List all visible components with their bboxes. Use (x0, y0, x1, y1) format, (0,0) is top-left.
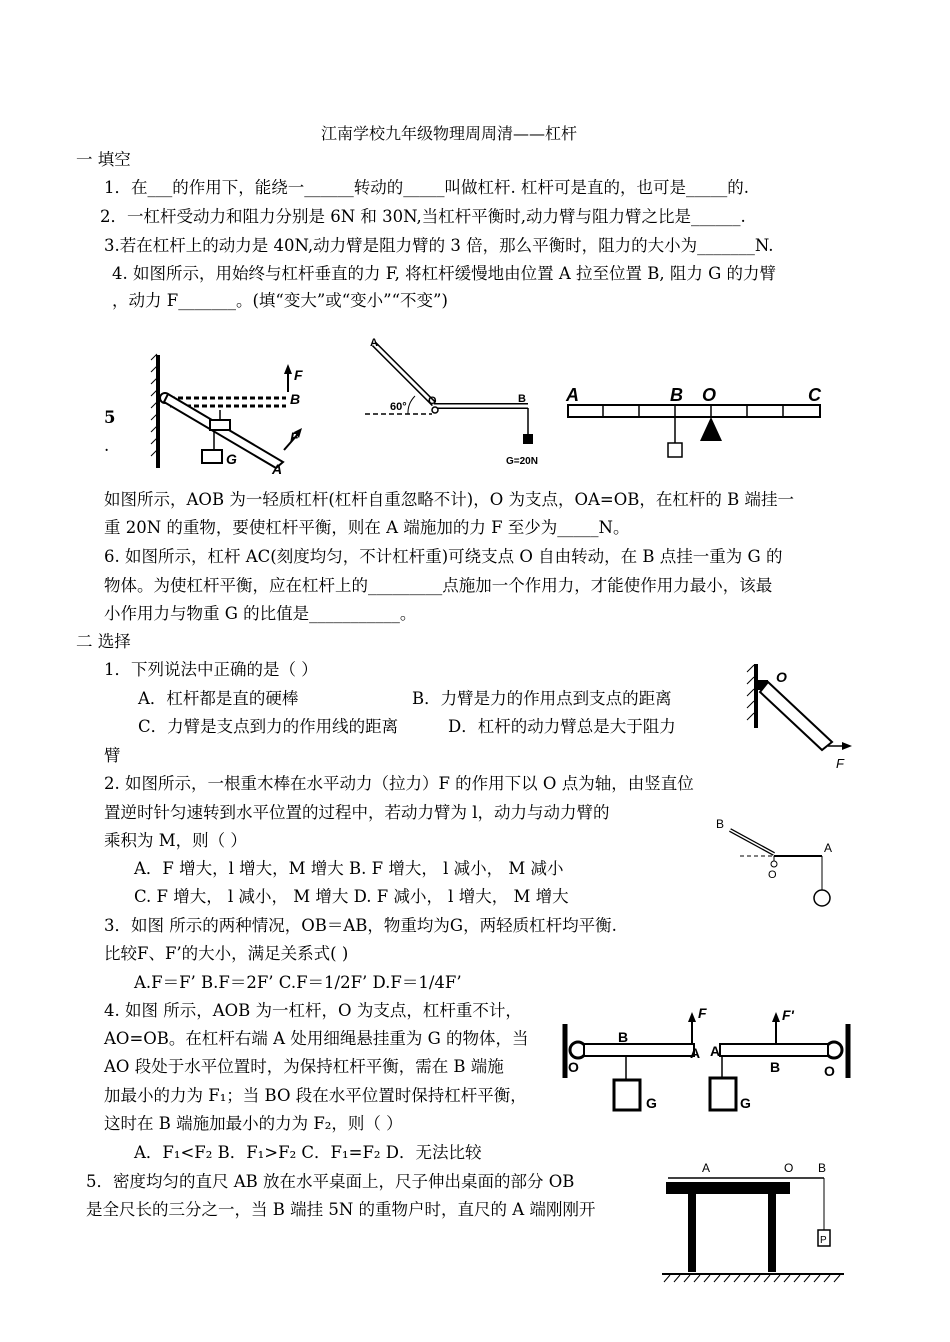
label-p: P (820, 1235, 827, 1246)
fill-question-6-line-3: 小作用力与物重 G 的比值是___________。 (104, 604, 417, 623)
label-a: A (566, 385, 579, 405)
choice-question-1-option-d: D．杠杆的动力臂总是大于阻力 (448, 717, 676, 736)
label-weight: G=20N (506, 456, 538, 467)
choice-question-1-option-a: A．杠杆都是直的硬棒 (138, 689, 299, 708)
figure-two-levers (560, 1004, 855, 1124)
label-b: B (770, 1059, 781, 1075)
label-a: A (370, 337, 378, 349)
choice-question-1-option-c: C．力臂是支点到力的作用线的距离 (138, 717, 399, 736)
choice-question-3-line-1: 3．如图 所示的两种情况，OB＝AB，物重均为G，两轻质杠杆均平衡. (104, 916, 617, 935)
label-b: B (818, 1161, 827, 1175)
fill-question-2: 2．一杠杆受动力和阻力分别是 6N 和 30N,当杠杆平衡时,动力臂与阻力臂之比是______. (100, 207, 746, 226)
label-o: O (824, 1063, 835, 1079)
label-o: O (702, 385, 717, 405)
fill-question-5-number: 5 (104, 408, 116, 427)
fill-question-6-line-1: 6. 如图所示，杠杆 AC(刻度均匀，不计杠杆重)可绕支点 O 自由转动，在 B 点挂一重为 G 的 (104, 547, 783, 566)
label-f-lower: F (290, 429, 299, 445)
figure-graduated-lever (562, 385, 832, 465)
choice-question-2-options-2: C. F 增大， l 减小， M 增大 D. F 减小， l 增大， M 增大 (134, 887, 569, 906)
choice-question-1: 1．下列说法中正确的是（ ） (104, 660, 318, 679)
label-o: O (784, 1161, 794, 1175)
choice-question-4-options: A．F₁<F₂ B．F₁>F₂ C．F₁=F₂ D．无法比较 (134, 1143, 482, 1162)
label-c: C (808, 385, 821, 405)
choice-question-3-options: A.F＝F’ B.F＝2F’ C.F＝1/2F’ D.F＝1/4F’ (134, 973, 462, 992)
choice-question-5-line-2: 是全尺长的三分之一，当 B 端挂 5N 的重物户时，直尺的 A 端刚刚开 (86, 1200, 596, 1219)
section-heading-choice: 二 选择 (76, 632, 131, 651)
label-a: A (702, 1161, 711, 1175)
label-f-upper: F (294, 367, 303, 383)
label-a: A (272, 461, 283, 475)
label-b: B (716, 817, 725, 831)
figure-hanging-rod (742, 660, 862, 775)
label-g: G (646, 1095, 657, 1111)
label-b: B (670, 385, 683, 405)
figure-ruler-on-table (658, 1156, 848, 1286)
choice-question-4-line-5: 这时在 B 端施加最小的力为 F₂，则（ ） (104, 1114, 403, 1133)
label-o: O (776, 669, 787, 685)
choice-question-1-option-d-end: 臂 (104, 746, 121, 765)
label-a: A (824, 841, 833, 855)
figure-rotating-stick (712, 812, 842, 912)
choice-question-4-line-4: 加最小的力为 F₁；当 BO 段在水平位置时保持杠杆平衡， (104, 1086, 527, 1105)
choice-question-1-option-b: B．力臂是力的作用点到支点的距离 (412, 689, 672, 708)
choice-question-4-line-2: AO=OB。在杠杆右端 A 处用细绳悬挂重为 G 的物体，当 (104, 1029, 529, 1048)
label-b: B (618, 1029, 629, 1045)
choice-question-2-line-3: 乘积为 M，则（ ） (104, 831, 247, 850)
label-o: O (768, 869, 777, 881)
fill-question-4-line-1: 4. 如图所示，用始终与杠杆垂直的力 F, 将杠杆缓慢地由位置 A 拉至位置 B, 阻力 G 的力臂 (112, 264, 777, 283)
choice-question-4-line-1: 4. 如图 所示，AOB 为一杠杆，O 为支点，杠杆重不计， (104, 1001, 522, 1020)
label-o: O (568, 1059, 579, 1075)
figure-wall-lever (148, 350, 318, 475)
label-f: F (698, 1005, 707, 1021)
fill-question-3: 3.若在杠杆上的动力是 40N,动力臂是阻力臂的 3 倍，那么平衡时，阻力的大小为_______N. (104, 236, 774, 255)
fill-question-5-dot: . (104, 436, 110, 455)
fill-question-5-line-2: 重 20N 的重物，要使杠杆平衡，则在 A 端施加的力 F 至少为_____N。 (104, 518, 630, 537)
choice-question-5-line-1: 5．密度均匀的直尺 AB 放在水平桌面上，尺子伸出桌面的部分 OB (86, 1172, 575, 1191)
label-a: A (710, 1043, 721, 1059)
label-f: F (836, 756, 844, 771)
fill-question-1: 1．在___的作用下，能绕一______转动的_____叫做杠杆. 杠杆可是直的，也可是_____的. (104, 178, 749, 197)
page-title: 江南学校九年级物理周周清——杠杆 (321, 124, 578, 143)
choice-question-2-line-2: 置逆时针匀速转到水平位置的过程中，若动力臂为 l，动力与动力臂的 (104, 803, 610, 822)
label-f-prime: F' (782, 1007, 794, 1023)
label-a: A (690, 1045, 701, 1061)
label-angle: 60° (390, 401, 407, 413)
choice-question-4-line-3: AO 段处于水平位置时，为保持杠杆平衡，需在 B 端施 (104, 1057, 504, 1076)
fill-question-6-line-2: 物体。为使杠杆平衡，应在杠杆上的_________点施加一个作用力，才能使作用力最小，该最 (104, 576, 773, 595)
section-heading-fill: 一 填空 (76, 150, 131, 169)
fill-question-4-line-2: ，动力 F_______。(填“变大”或“变小”“不变”) (112, 291, 448, 310)
choice-question-2-line-1: 2. 如图所示，一根重木棒在水平动力（拉力）F 的作用下以 O 点为轴，由竖直位 (104, 774, 694, 793)
choice-question-3-line-2: 比较F、F’的大小，满足关系式( ) (104, 944, 349, 963)
choice-question-2-options-1: A．F 增大，l 增大，M 增大 B. F 增大， l 减小， M 减小 (134, 859, 564, 878)
label-b: B (518, 393, 526, 405)
fill-question-5-line-1: 如图所示，AOB 为一轻质杠杆(杠杆自重忽略不计)，O 为支点，OA=OB，在杠杆的 B 端挂一 (104, 490, 794, 509)
label-b: B (290, 391, 301, 407)
label-o: O (428, 395, 437, 407)
label-g: G (226, 451, 237, 467)
figure-bent-lever (360, 330, 550, 470)
label-g: G (740, 1095, 751, 1111)
